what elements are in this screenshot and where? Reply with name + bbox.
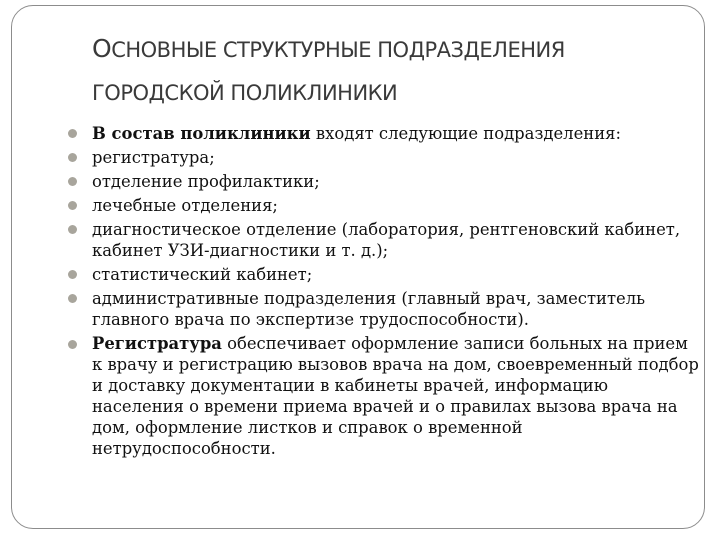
list-item-text <box>92 124 621 143</box>
list-item-text: диагностическое отделение (лаборатория, рентгеновский кабинет, кабинет УЗИ-диагностики и т. д.); <box>92 220 681 260</box>
registry-rest-text: обеспечивает оформление записи больных на прием к врачу и регистрацию вызовов врача на дом, своевременный подбор и доставку документации в кабинеты врачей, информацию населения о времени приема врачей и о правилах вызова врача на дом, оформление листков и справок о временной нетрудоспособности. <box>92 334 699 458</box>
list-item-text: административные подразделения (главный врач, заместитель главного врача по экспертизе трудоспособности). <box>92 289 646 329</box>
slide-frame <box>11 5 705 529</box>
list-item <box>92 264 702 285</box>
list-item <box>92 333 702 459</box>
list-item <box>92 288 702 330</box>
list-item <box>92 171 702 192</box>
title-first-letter: О <box>92 34 112 63</box>
bullet-dot-icon <box>68 340 77 349</box>
list-item-text <box>92 334 699 458</box>
list-item-text: статистический кабинет; <box>92 265 313 284</box>
list-item-text: регистратура; <box>92 148 215 167</box>
slide-title <box>92 27 692 115</box>
list-item <box>92 123 702 144</box>
bullet-list <box>92 123 702 462</box>
list-item <box>92 147 702 168</box>
bullet-dot-icon <box>68 225 77 234</box>
intro-bold-text: В состав поликлиники <box>92 124 311 143</box>
list-item <box>92 195 702 216</box>
title-line1: СНОВНЫЕ СТРУКТУРНЫЕ ПОДРАЗДЕЛЕНИЯ <box>111 38 565 62</box>
list-item-text: отделение профилактики; <box>92 172 320 191</box>
bullet-dot-icon <box>68 201 77 210</box>
bullet-dot-icon <box>68 129 77 138</box>
intro-rest-text: входят следующие подразделения: <box>310 124 622 143</box>
list-item-text: лечебные отделения; <box>92 196 278 215</box>
bullet-dot-icon <box>68 270 77 279</box>
title-line2: ГОРОДСКОЙ ПОЛИКЛИНИКИ <box>92 81 398 105</box>
registry-bold-text: Регистратура <box>92 334 222 353</box>
list-item <box>92 219 702 261</box>
bullet-dot-icon <box>68 294 77 303</box>
bullet-dot-icon <box>68 177 77 186</box>
bullet-dot-icon <box>68 153 77 162</box>
